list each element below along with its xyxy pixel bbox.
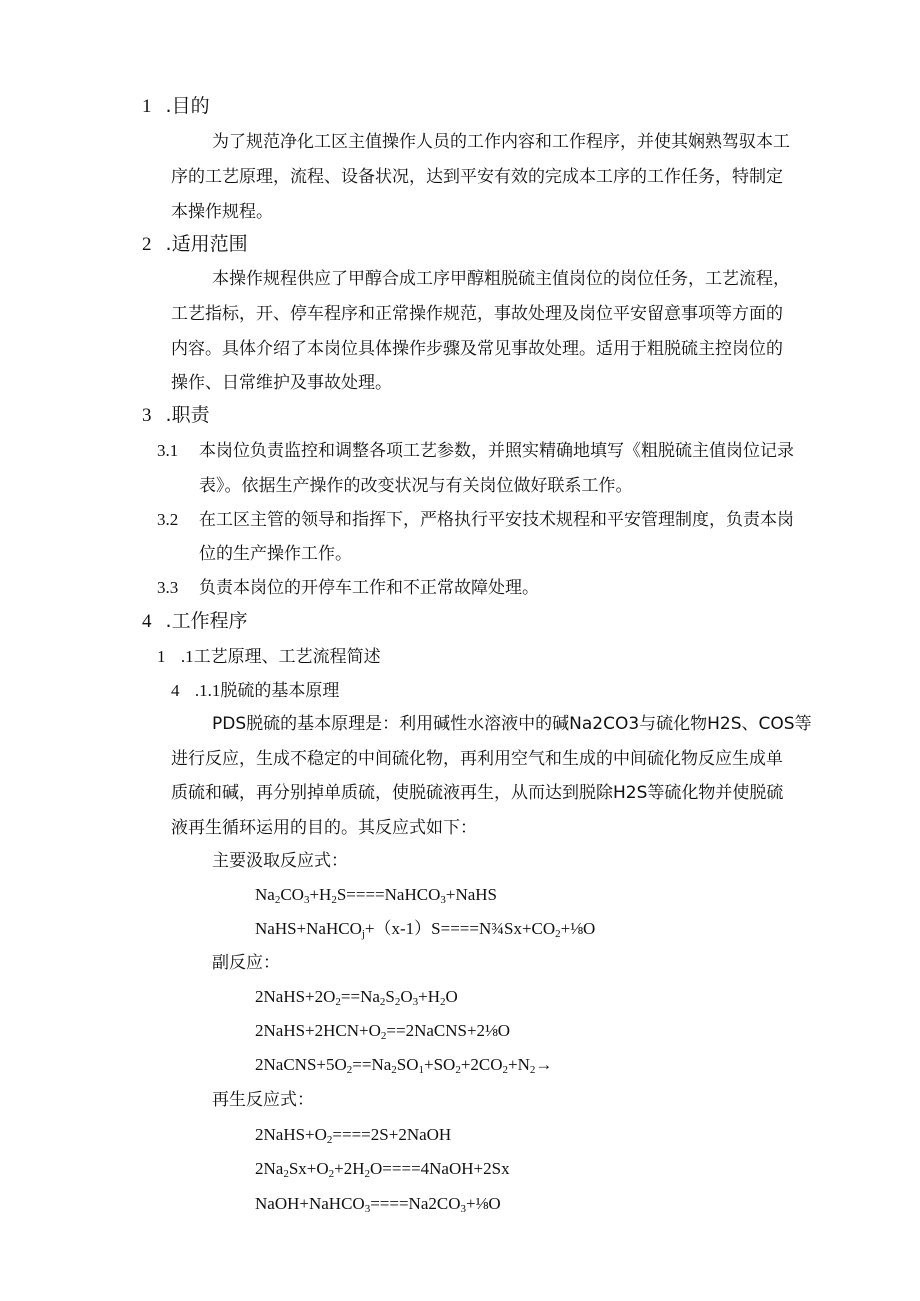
item-line: 表》。依据生产操作的改变状况与有关岗位做好联系工作。 bbox=[199, 476, 633, 496]
section-title: .职责 bbox=[165, 404, 210, 426]
item-number: 3.3 bbox=[157, 578, 179, 597]
s2-para-line: 操作、日常维护及事故处理。 bbox=[171, 373, 392, 393]
s2-para-line: 内容。具体介绍了本岗位具体操作步骤及常见事故处理。适用于粗脱硫主控岗位的 bbox=[171, 339, 783, 359]
item-line: 位的生产操作工作。 bbox=[199, 544, 352, 564]
reaction-equation: $NaOH+NaHCO_3====Na2CO_3+\frac{1}{8}O$ bbox=[255, 1194, 501, 1215]
reaction-equation: $NaHS+NaHCO_j+(x-1)S====N\frac{3}{4}Sx+CO_2+\frac{1}{8}O$ bbox=[255, 919, 596, 940]
section-title: .工作程序 bbox=[165, 610, 248, 632]
s2-para-line: 本操作规程供应了甲醇合成工序甲醇粗脱硫主值岗位的岗位任务，工艺流程， bbox=[212, 269, 790, 289]
section-number: 4 bbox=[142, 611, 152, 632]
reaction-equation: $2Na_2Sx+O_2+2H_2O====4NaOH+2Sx$ bbox=[255, 1159, 510, 1180]
section-3-heading bbox=[142, 404, 210, 427]
s4-para-line: 质硫和碱，再分别掉单质硫，使脱硫液再生，从而达到脱除H2S等硫化物并使脱硫 bbox=[171, 783, 784, 803]
section-number: 2 bbox=[142, 234, 152, 255]
reaction-equation: $Na_2CO_3+H_2S====NaHCO_3+NaHS$ bbox=[255, 885, 498, 906]
section-title: .目的 bbox=[165, 95, 210, 117]
s4-para-line: PDS脱硫的基本原理是：利用碱性水溶液中的碱Na2CO3与硫化物H2S、COS等 bbox=[212, 714, 812, 734]
subsection-title: .1工艺原理、工艺流程简述 bbox=[180, 647, 381, 666]
subsection-4-1-1-heading bbox=[171, 680, 339, 702]
section-1-heading bbox=[142, 95, 210, 118]
regen-reactions-label: 再生反应式： bbox=[212, 1090, 314, 1110]
section-title: .适用范围 bbox=[165, 233, 248, 255]
item-line: 在工区主管的领导和指挥下，严格执行平安技术规程和平安管理制度，负责本岗 bbox=[199, 510, 794, 530]
section-number: 3 bbox=[142, 405, 152, 426]
main-reactions-label: 主要汲取反应式： bbox=[212, 851, 348, 871]
s4-para-line: 液再生循环运用的目的。其反应式如下： bbox=[171, 818, 477, 838]
side-reactions-label: 副反应： bbox=[212, 953, 280, 973]
section-4-heading bbox=[142, 610, 248, 633]
subsection-number: 4 bbox=[171, 681, 180, 700]
item-number: 3.1 bbox=[157, 441, 179, 460]
subsection-number: 1 bbox=[157, 647, 166, 666]
section-2-heading bbox=[142, 233, 248, 256]
reaction-equation: $2NaHS+2HCN+O_2==2NaCNS+2\frac{1}{8}O$ bbox=[255, 1021, 511, 1042]
item-line: 负责本岗位的开停车工作和不正常故障处理。 bbox=[199, 578, 539, 598]
subsection-4-1-heading bbox=[157, 646, 381, 668]
item-number: 3.2 bbox=[157, 510, 179, 529]
s2-para-line: 工艺指标，开、停车程序和正常操作规范，事故处理及岗位平安留意事项等方面的 bbox=[171, 304, 783, 324]
subsection-title: .1.1脱硫的基本原理 bbox=[194, 681, 340, 700]
s1-para-line: 为了规范净化工区主值操作人员的工作内容和工作程序，并使其娴熟驾驭本工 bbox=[212, 132, 790, 152]
s1-para-line: 本操作规程。 bbox=[171, 202, 273, 222]
section-number: 1 bbox=[142, 96, 152, 117]
s4-para-line: 进行反应，生成不稳定的中间硫化物，再利用空气和生成的中间硫化物反应生成单 bbox=[171, 749, 783, 769]
item-line: 本岗位负责监控和调整各项工艺参数，并照实精确地填写《粗脱硫主值岗位记录 bbox=[199, 441, 794, 461]
reaction-equation: $2NaCNS+5O_2==Na_2SO_1+SO_2+2CO_2+N_2\to$ bbox=[255, 1055, 553, 1076]
reaction-equation: $2NaHS+2O_2==Na_2S_2O_3+H_2O$ bbox=[255, 987, 458, 1008]
reaction-equation: $2NaHS+O_2====2S+2NaOH$ bbox=[255, 1125, 452, 1146]
s1-para-line: 序的工艺原理，流程、设备状况，达到平安有效的完成本工序的工作任务，特制定 bbox=[171, 167, 783, 187]
